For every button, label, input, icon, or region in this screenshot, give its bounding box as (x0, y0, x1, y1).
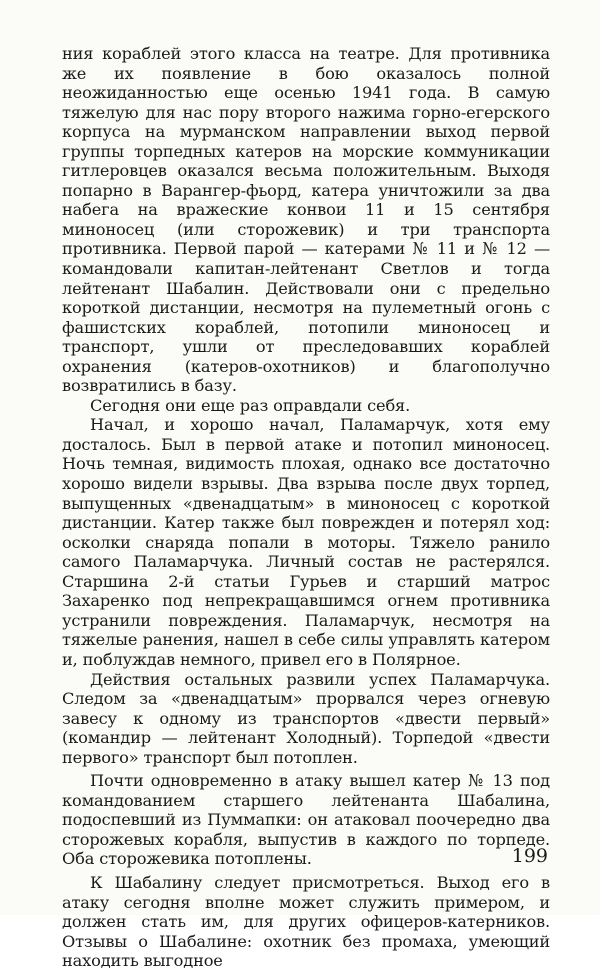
paragraph-2: Сегодня они еще раз оправдали себя. (90, 395, 411, 415)
paragraph-1: ния кораблей этого класса на театре. Для противника же их появление в бою оказалось полной неожиданностью еще осенью 1941 года. В самую тяжелую для нас пору второго нажима горно-егерского корпуса на мурманском направлении выход первой группы торпедных катеров на морские коммуникации гитлеровцев оказался весьма положительным. Выходя попарно в Варангер-фьорд, катера уничтожили за два набега на вражеские конвои 11 и 15 сентября миноносец (или сторожевик) и три транспорта противника. Первой парой — катерами № 11 и № 12 — командовали капитан-лейтенант Светлов и тогда лейтенант Шабалин. Действовали они с предельно короткой дистанции, несмотря на пулеметный огонь с фашистских кораблей, потопили миноносец и транспорт, ушли от преследовавших кораблей охранения (катеров-охотников) и благополучно возвратились в базу. (62, 44, 550, 396)
page-number: 199 (511, 845, 548, 867)
paragraph-5: Почти одновременно в атаку вышел катер № 13 под командованием старшего лейтенанта Шабалина, подоспевший из Пуммапки: он атаковал поочередно два сторожевых корабля, выпустив в каждого по торпеде. Оба сторожевика потоплены. (62, 771, 550, 869)
body-text (62, 44, 550, 971)
paragraph-4: Действия остальных развили успех Паламарчука. Следом за «двенадцатым» прорвался через огневую завесу к одному из транспортов «двести первый» (командир — лейтенант Холодный). Торпедой «двести первого» транспорт был потоплен. (62, 669, 550, 767)
paragraph-3: Начал, и хорошо начал, Паламарчук, хотя ему досталось. Был в первой атаке и потопил миноносец. Ночь темная, видимость плохая, однако все достаточно хорошо видели взрывы. Два взрыва после двух торпед, выпущенных «двенадцатым» в миноносец с короткой дистанции. Катер также был поврежден и потерял ход: осколки снаряда попали в моторы. Тяжело ранило самого Паламарчука. Личный состав не растерялся. Старшина 2-й статьи Гурьев и старший матрос Захаренко под непрекращавшимся огнем противника устранили повреждения. Паламарчук, несмотря на тяжелые ранения, нашел в себе силы управлять катером и, поблуждав немного, привел его в Полярное. (62, 415, 550, 669)
paragraph-6: К Шабалину следует присмотреться. Выход его в атаку сегодня вполне может служить примером, и должен стать им, для других офицеров-катерников. Отзывы о Шабалине: охотник без промаха, умеющий находить выгодное (62, 872, 550, 971)
